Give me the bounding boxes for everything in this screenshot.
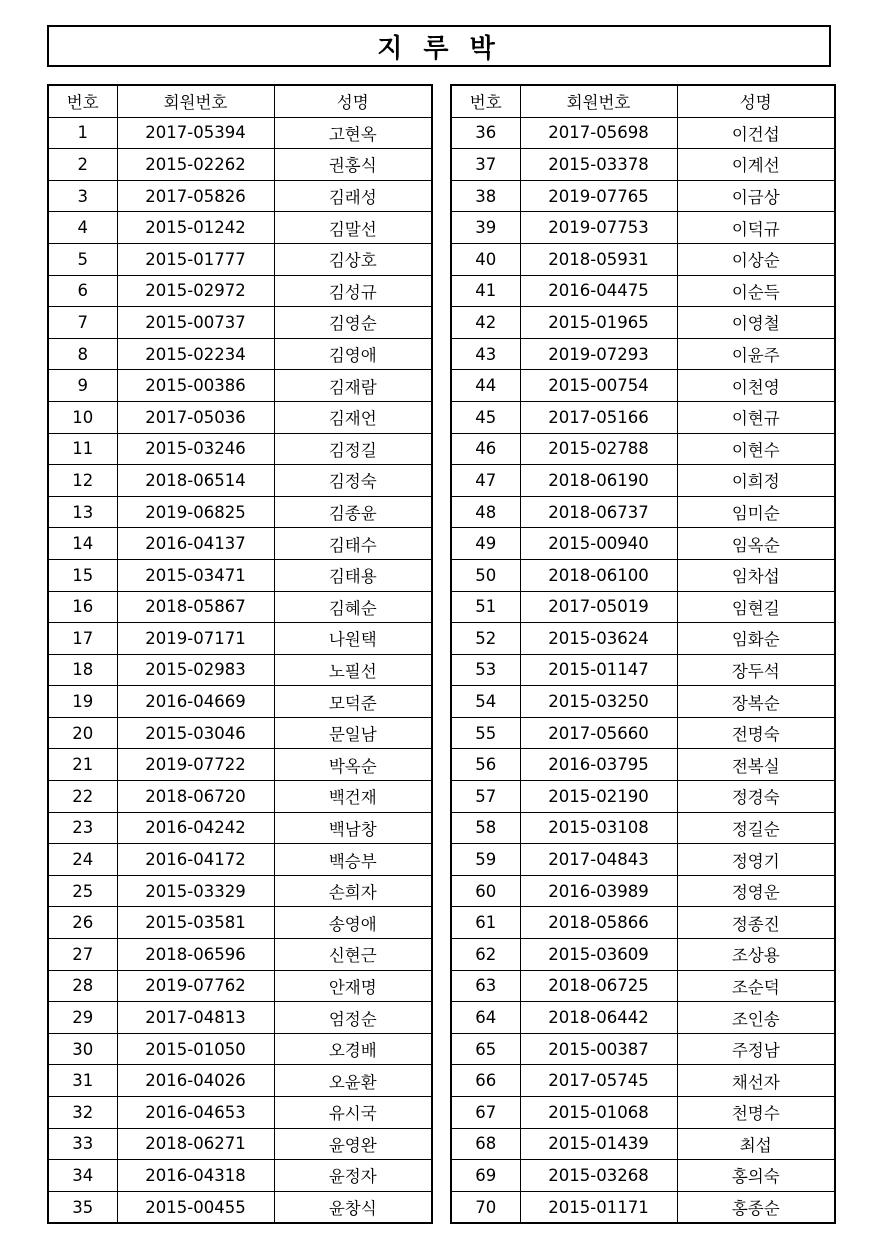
cell-member-id: 2017-04813 xyxy=(117,1002,274,1034)
cell-member-id: 2015-03108 xyxy=(520,812,677,844)
cell-no: 50 xyxy=(451,559,520,591)
cell-no: 9 xyxy=(48,370,117,402)
page-title: 지 루 박 xyxy=(377,33,501,64)
cell-member-id: 2015-01965 xyxy=(520,307,677,339)
cell-name: 손희자 xyxy=(274,875,432,907)
cell-no: 36 xyxy=(451,117,520,149)
cell-name: 백승부 xyxy=(274,844,432,876)
cell-no: 41 xyxy=(451,275,520,307)
cell-member-id: 2018-05931 xyxy=(520,243,677,275)
table-row xyxy=(451,1128,835,1160)
table-row xyxy=(451,243,835,275)
table-row xyxy=(451,117,835,149)
cell-member-id: 2015-02234 xyxy=(117,338,274,370)
cell-member-id: 2018-06514 xyxy=(117,465,274,497)
cell-name: 이금상 xyxy=(677,180,835,212)
table-row xyxy=(48,433,432,465)
cell-name: 이현수 xyxy=(677,433,835,465)
cell-member-id: 2016-04137 xyxy=(117,528,274,560)
cell-no: 35 xyxy=(48,1191,117,1223)
table-row xyxy=(48,654,432,686)
cell-member-id: 2019-07722 xyxy=(117,749,274,781)
table-row xyxy=(451,654,835,686)
cell-no: 26 xyxy=(48,907,117,939)
member-table-left xyxy=(47,84,433,1224)
cell-name: 박옥순 xyxy=(274,749,432,781)
cell-no: 61 xyxy=(451,907,520,939)
cell-name: 홍종순 xyxy=(677,1191,835,1223)
cell-member-id: 2017-05036 xyxy=(117,401,274,433)
table-row xyxy=(451,591,835,623)
table-row xyxy=(48,559,432,591)
table-row xyxy=(48,370,432,402)
cell-no: 49 xyxy=(451,528,520,560)
table-row xyxy=(48,338,432,370)
table-row xyxy=(451,433,835,465)
cell-no: 22 xyxy=(48,781,117,813)
cell-name: 윤정자 xyxy=(274,1160,432,1192)
cell-member-id: 2019-06825 xyxy=(117,496,274,528)
cell-name: 오윤환 xyxy=(274,1065,432,1097)
cell-no: 62 xyxy=(451,939,520,971)
cell-name: 문일남 xyxy=(274,717,432,749)
cell-name: 이순득 xyxy=(677,275,835,307)
cell-name: 노필선 xyxy=(274,654,432,686)
cell-no: 8 xyxy=(48,338,117,370)
cell-member-id: 2016-04475 xyxy=(520,275,677,307)
cell-name: 이윤주 xyxy=(677,338,835,370)
table-row xyxy=(451,844,835,876)
cell-name: 김종윤 xyxy=(274,496,432,528)
cell-no: 29 xyxy=(48,1002,117,1034)
cell-no: 30 xyxy=(48,1033,117,1065)
cell-name: 신현근 xyxy=(274,939,432,971)
table-row xyxy=(48,180,432,212)
cell-member-id: 2016-03989 xyxy=(520,875,677,907)
cell-no: 18 xyxy=(48,654,117,686)
table-row xyxy=(48,844,432,876)
table-row xyxy=(48,1065,432,1097)
cell-name: 정길순 xyxy=(677,812,835,844)
cell-no: 37 xyxy=(451,149,520,181)
cell-name: 정영운 xyxy=(677,875,835,907)
cell-name: 김정숙 xyxy=(274,465,432,497)
cell-no: 7 xyxy=(48,307,117,339)
cell-member-id: 2015-03329 xyxy=(117,875,274,907)
table-row xyxy=(451,370,835,402)
cell-name: 장복순 xyxy=(677,686,835,718)
cell-name: 김정길 xyxy=(274,433,432,465)
cell-member-id: 2015-03624 xyxy=(520,623,677,655)
cell-name: 이천영 xyxy=(677,370,835,402)
cell-name: 주정남 xyxy=(677,1033,835,1065)
cell-name: 송영애 xyxy=(274,907,432,939)
cell-member-id: 2019-07765 xyxy=(520,180,677,212)
table-row xyxy=(451,907,835,939)
table-row xyxy=(48,243,432,275)
cell-member-id: 2016-04318 xyxy=(117,1160,274,1192)
table-row xyxy=(451,212,835,244)
table-row xyxy=(48,875,432,907)
table-row xyxy=(451,401,835,433)
table-row xyxy=(48,1033,432,1065)
cell-name: 이계선 xyxy=(677,149,835,181)
cell-no: 52 xyxy=(451,623,520,655)
table-row xyxy=(48,749,432,781)
cell-member-id: 2018-05866 xyxy=(520,907,677,939)
cell-member-id: 2015-03581 xyxy=(117,907,274,939)
cell-name: 홍의숙 xyxy=(677,1160,835,1192)
table-row xyxy=(451,686,835,718)
cell-name: 최섭 xyxy=(677,1128,835,1160)
table-row xyxy=(48,117,432,149)
table-row xyxy=(48,149,432,181)
table-row xyxy=(48,528,432,560)
cell-member-id: 2019-07293 xyxy=(520,338,677,370)
cell-no: 45 xyxy=(451,401,520,433)
cell-name: 임차섭 xyxy=(677,559,835,591)
cell-member-id: 2015-00386 xyxy=(117,370,274,402)
table-row xyxy=(451,749,835,781)
table-row xyxy=(451,465,835,497)
cell-name: 윤영완 xyxy=(274,1128,432,1160)
cell-no: 51 xyxy=(451,591,520,623)
cell-member-id: 2015-01777 xyxy=(117,243,274,275)
cell-no: 68 xyxy=(451,1128,520,1160)
cell-no: 14 xyxy=(48,528,117,560)
table-row xyxy=(451,559,835,591)
table-row xyxy=(48,1191,432,1223)
cell-no: 43 xyxy=(451,338,520,370)
cell-name: 김영애 xyxy=(274,338,432,370)
table-row xyxy=(451,1191,835,1223)
table-row xyxy=(451,275,835,307)
cell-no: 4 xyxy=(48,212,117,244)
cell-no: 11 xyxy=(48,433,117,465)
cell-name: 유시국 xyxy=(274,1097,432,1129)
cell-member-id: 2017-05698 xyxy=(520,117,677,149)
cell-no: 38 xyxy=(451,180,520,212)
table-row xyxy=(48,781,432,813)
table-row xyxy=(451,1065,835,1097)
cell-no: 60 xyxy=(451,875,520,907)
cell-no: 12 xyxy=(48,465,117,497)
cell-name: 나원택 xyxy=(274,623,432,655)
cell-no: 42 xyxy=(451,307,520,339)
cell-no: 54 xyxy=(451,686,520,718)
cell-member-id: 2015-03250 xyxy=(520,686,677,718)
cell-member-id: 2015-02788 xyxy=(520,433,677,465)
cell-member-id: 2015-01439 xyxy=(520,1128,677,1160)
cell-name: 김상호 xyxy=(274,243,432,275)
cell-member-id: 2015-03471 xyxy=(117,559,274,591)
cell-no: 27 xyxy=(48,939,117,971)
cell-name: 김혜순 xyxy=(274,591,432,623)
cell-member-id: 2015-03609 xyxy=(520,939,677,971)
header-no: 번호 xyxy=(48,85,117,117)
cell-no: 15 xyxy=(48,559,117,591)
cell-no: 64 xyxy=(451,1002,520,1034)
cell-no: 53 xyxy=(451,654,520,686)
cell-name: 김태수 xyxy=(274,528,432,560)
table-row xyxy=(451,970,835,1002)
cell-no: 70 xyxy=(451,1191,520,1223)
table-row xyxy=(451,496,835,528)
cell-member-id: 2015-00387 xyxy=(520,1033,677,1065)
table-row xyxy=(48,717,432,749)
cell-name: 정영기 xyxy=(677,844,835,876)
table-row xyxy=(48,212,432,244)
cell-member-id: 2015-02262 xyxy=(117,149,274,181)
cell-name: 이현규 xyxy=(677,401,835,433)
table-row xyxy=(451,1033,835,1065)
cell-member-id: 2018-06271 xyxy=(117,1128,274,1160)
table-row xyxy=(48,307,432,339)
cell-no: 39 xyxy=(451,212,520,244)
cell-name: 김성규 xyxy=(274,275,432,307)
cell-name: 정종진 xyxy=(677,907,835,939)
cell-name: 이덕규 xyxy=(677,212,835,244)
table-row xyxy=(48,401,432,433)
table-row xyxy=(48,1002,432,1034)
table-row xyxy=(48,623,432,655)
cell-member-id: 2017-05745 xyxy=(520,1065,677,1097)
cell-member-id: 2015-02972 xyxy=(117,275,274,307)
cell-no: 3 xyxy=(48,180,117,212)
table-row xyxy=(451,875,835,907)
table-row xyxy=(451,1002,835,1034)
cell-no: 32 xyxy=(48,1097,117,1129)
cell-no: 23 xyxy=(48,812,117,844)
table-row xyxy=(48,1097,432,1129)
cell-member-id: 2018-06100 xyxy=(520,559,677,591)
cell-name: 채선자 xyxy=(677,1065,835,1097)
cell-name: 임현길 xyxy=(677,591,835,623)
cell-name: 모덕준 xyxy=(274,686,432,718)
table-row xyxy=(48,591,432,623)
cell-no: 63 xyxy=(451,970,520,1002)
cell-no: 1 xyxy=(48,117,117,149)
table-row xyxy=(48,1128,432,1160)
cell-member-id: 2018-06442 xyxy=(520,1002,677,1034)
cell-name: 조순덕 xyxy=(677,970,835,1002)
table-row xyxy=(451,623,835,655)
table-row xyxy=(48,907,432,939)
cell-name: 장두석 xyxy=(677,654,835,686)
member-table-right xyxy=(450,84,836,1224)
cell-name: 고현옥 xyxy=(274,117,432,149)
cell-no: 33 xyxy=(48,1128,117,1160)
cell-no: 66 xyxy=(451,1065,520,1097)
cell-no: 56 xyxy=(451,749,520,781)
cell-name: 임옥순 xyxy=(677,528,835,560)
cell-no: 10 xyxy=(48,401,117,433)
table-row xyxy=(451,307,835,339)
cell-member-id: 2015-03268 xyxy=(520,1160,677,1192)
table-row xyxy=(451,717,835,749)
cell-member-id: 2015-00754 xyxy=(520,370,677,402)
cell-no: 2 xyxy=(48,149,117,181)
cell-name: 전명숙 xyxy=(677,717,835,749)
table-header-row xyxy=(451,85,835,117)
cell-name: 임화순 xyxy=(677,623,835,655)
cell-member-id: 2016-04026 xyxy=(117,1065,274,1097)
table-row xyxy=(48,939,432,971)
cell-member-id: 2015-00455 xyxy=(117,1191,274,1223)
cell-name: 백건재 xyxy=(274,781,432,813)
cell-name: 임미순 xyxy=(677,496,835,528)
cell-no: 19 xyxy=(48,686,117,718)
cell-no: 67 xyxy=(451,1097,520,1129)
table-row xyxy=(451,1097,835,1129)
cell-member-id: 2017-05166 xyxy=(520,401,677,433)
table-row xyxy=(451,812,835,844)
cell-no: 46 xyxy=(451,433,520,465)
cell-name: 권홍식 xyxy=(274,149,432,181)
table-row xyxy=(451,338,835,370)
cell-member-id: 2016-04172 xyxy=(117,844,274,876)
table-header-row xyxy=(48,85,432,117)
table-row xyxy=(451,528,835,560)
cell-name: 천명수 xyxy=(677,1097,835,1129)
cell-member-id: 2019-07762 xyxy=(117,970,274,1002)
cell-no: 28 xyxy=(48,970,117,1002)
cell-no: 21 xyxy=(48,749,117,781)
cell-name: 윤창식 xyxy=(274,1191,432,1223)
cell-name: 이상순 xyxy=(677,243,835,275)
cell-member-id: 2017-05660 xyxy=(520,717,677,749)
cell-no: 59 xyxy=(451,844,520,876)
cell-no: 5 xyxy=(48,243,117,275)
cell-name: 김태용 xyxy=(274,559,432,591)
cell-no: 55 xyxy=(451,717,520,749)
cell-member-id: 2017-05019 xyxy=(520,591,677,623)
cell-name: 조상용 xyxy=(677,939,835,971)
cell-no: 31 xyxy=(48,1065,117,1097)
cell-name: 안재명 xyxy=(274,970,432,1002)
table-row xyxy=(48,496,432,528)
table-row xyxy=(451,149,835,181)
cell-no: 44 xyxy=(451,370,520,402)
cell-member-id: 2015-01242 xyxy=(117,212,274,244)
cell-name: 이희정 xyxy=(677,465,835,497)
table-row xyxy=(48,686,432,718)
cell-name: 이영철 xyxy=(677,307,835,339)
header-name: 성명 xyxy=(274,85,432,117)
cell-member-id: 2015-03378 xyxy=(520,149,677,181)
cell-no: 34 xyxy=(48,1160,117,1192)
table-row xyxy=(48,812,432,844)
cell-member-id: 2017-05826 xyxy=(117,180,274,212)
header-member-id: 회원번호 xyxy=(520,85,677,117)
cell-member-id: 2019-07753 xyxy=(520,212,677,244)
cell-member-id: 2015-01050 xyxy=(117,1033,274,1065)
cell-member-id: 2016-03795 xyxy=(520,749,677,781)
cell-name: 이건섭 xyxy=(677,117,835,149)
header-member-id: 회원번호 xyxy=(117,85,274,117)
table-row xyxy=(48,275,432,307)
cell-member-id: 2017-05394 xyxy=(117,117,274,149)
cell-member-id: 2016-04653 xyxy=(117,1097,274,1129)
table-row xyxy=(451,1160,835,1192)
cell-no: 57 xyxy=(451,781,520,813)
cell-member-id: 2015-02983 xyxy=(117,654,274,686)
cell-name: 정경숙 xyxy=(677,781,835,813)
cell-member-id: 2015-03046 xyxy=(117,717,274,749)
cell-no: 58 xyxy=(451,812,520,844)
cell-no: 69 xyxy=(451,1160,520,1192)
cell-member-id: 2019-07171 xyxy=(117,623,274,655)
table-row xyxy=(451,939,835,971)
cell-no: 20 xyxy=(48,717,117,749)
cell-member-id: 2018-06190 xyxy=(520,465,677,497)
cell-name: 오경배 xyxy=(274,1033,432,1065)
cell-member-id: 2015-01068 xyxy=(520,1097,677,1129)
cell-no: 13 xyxy=(48,496,117,528)
cell-no: 25 xyxy=(48,875,117,907)
cell-member-id: 2015-01147 xyxy=(520,654,677,686)
cell-name: 김영순 xyxy=(274,307,432,339)
cell-no: 65 xyxy=(451,1033,520,1065)
cell-no: 17 xyxy=(48,623,117,655)
cell-name: 전복실 xyxy=(677,749,835,781)
table-row xyxy=(48,970,432,1002)
table-row xyxy=(48,465,432,497)
cell-name: 김말선 xyxy=(274,212,432,244)
cell-no: 40 xyxy=(451,243,520,275)
table-row xyxy=(48,1160,432,1192)
cell-member-id: 2016-04242 xyxy=(117,812,274,844)
cell-name: 백남창 xyxy=(274,812,432,844)
title-box xyxy=(47,25,831,67)
cell-member-id: 2015-00940 xyxy=(520,528,677,560)
cell-member-id: 2015-00737 xyxy=(117,307,274,339)
cell-name: 김래성 xyxy=(274,180,432,212)
cell-no: 48 xyxy=(451,496,520,528)
cell-no: 16 xyxy=(48,591,117,623)
cell-name: 엄정순 xyxy=(274,1002,432,1034)
cell-name: 조인송 xyxy=(677,1002,835,1034)
table-row xyxy=(451,781,835,813)
cell-member-id: 2018-06725 xyxy=(520,970,677,1002)
cell-name: 김재람 xyxy=(274,370,432,402)
cell-member-id: 2018-06720 xyxy=(117,781,274,813)
cell-no: 6 xyxy=(48,275,117,307)
cell-member-id: 2015-02190 xyxy=(520,781,677,813)
cell-no: 47 xyxy=(451,465,520,497)
cell-member-id: 2015-03246 xyxy=(117,433,274,465)
header-no: 번호 xyxy=(451,85,520,117)
cell-member-id: 2016-04669 xyxy=(117,686,274,718)
table-row xyxy=(451,180,835,212)
header-name: 성명 xyxy=(677,85,835,117)
cell-no: 24 xyxy=(48,844,117,876)
cell-member-id: 2018-06596 xyxy=(117,939,274,971)
cell-member-id: 2017-04843 xyxy=(520,844,677,876)
cell-member-id: 2015-01171 xyxy=(520,1191,677,1223)
cell-name: 김재언 xyxy=(274,401,432,433)
cell-member-id: 2018-05867 xyxy=(117,591,274,623)
cell-member-id: 2018-06737 xyxy=(520,496,677,528)
